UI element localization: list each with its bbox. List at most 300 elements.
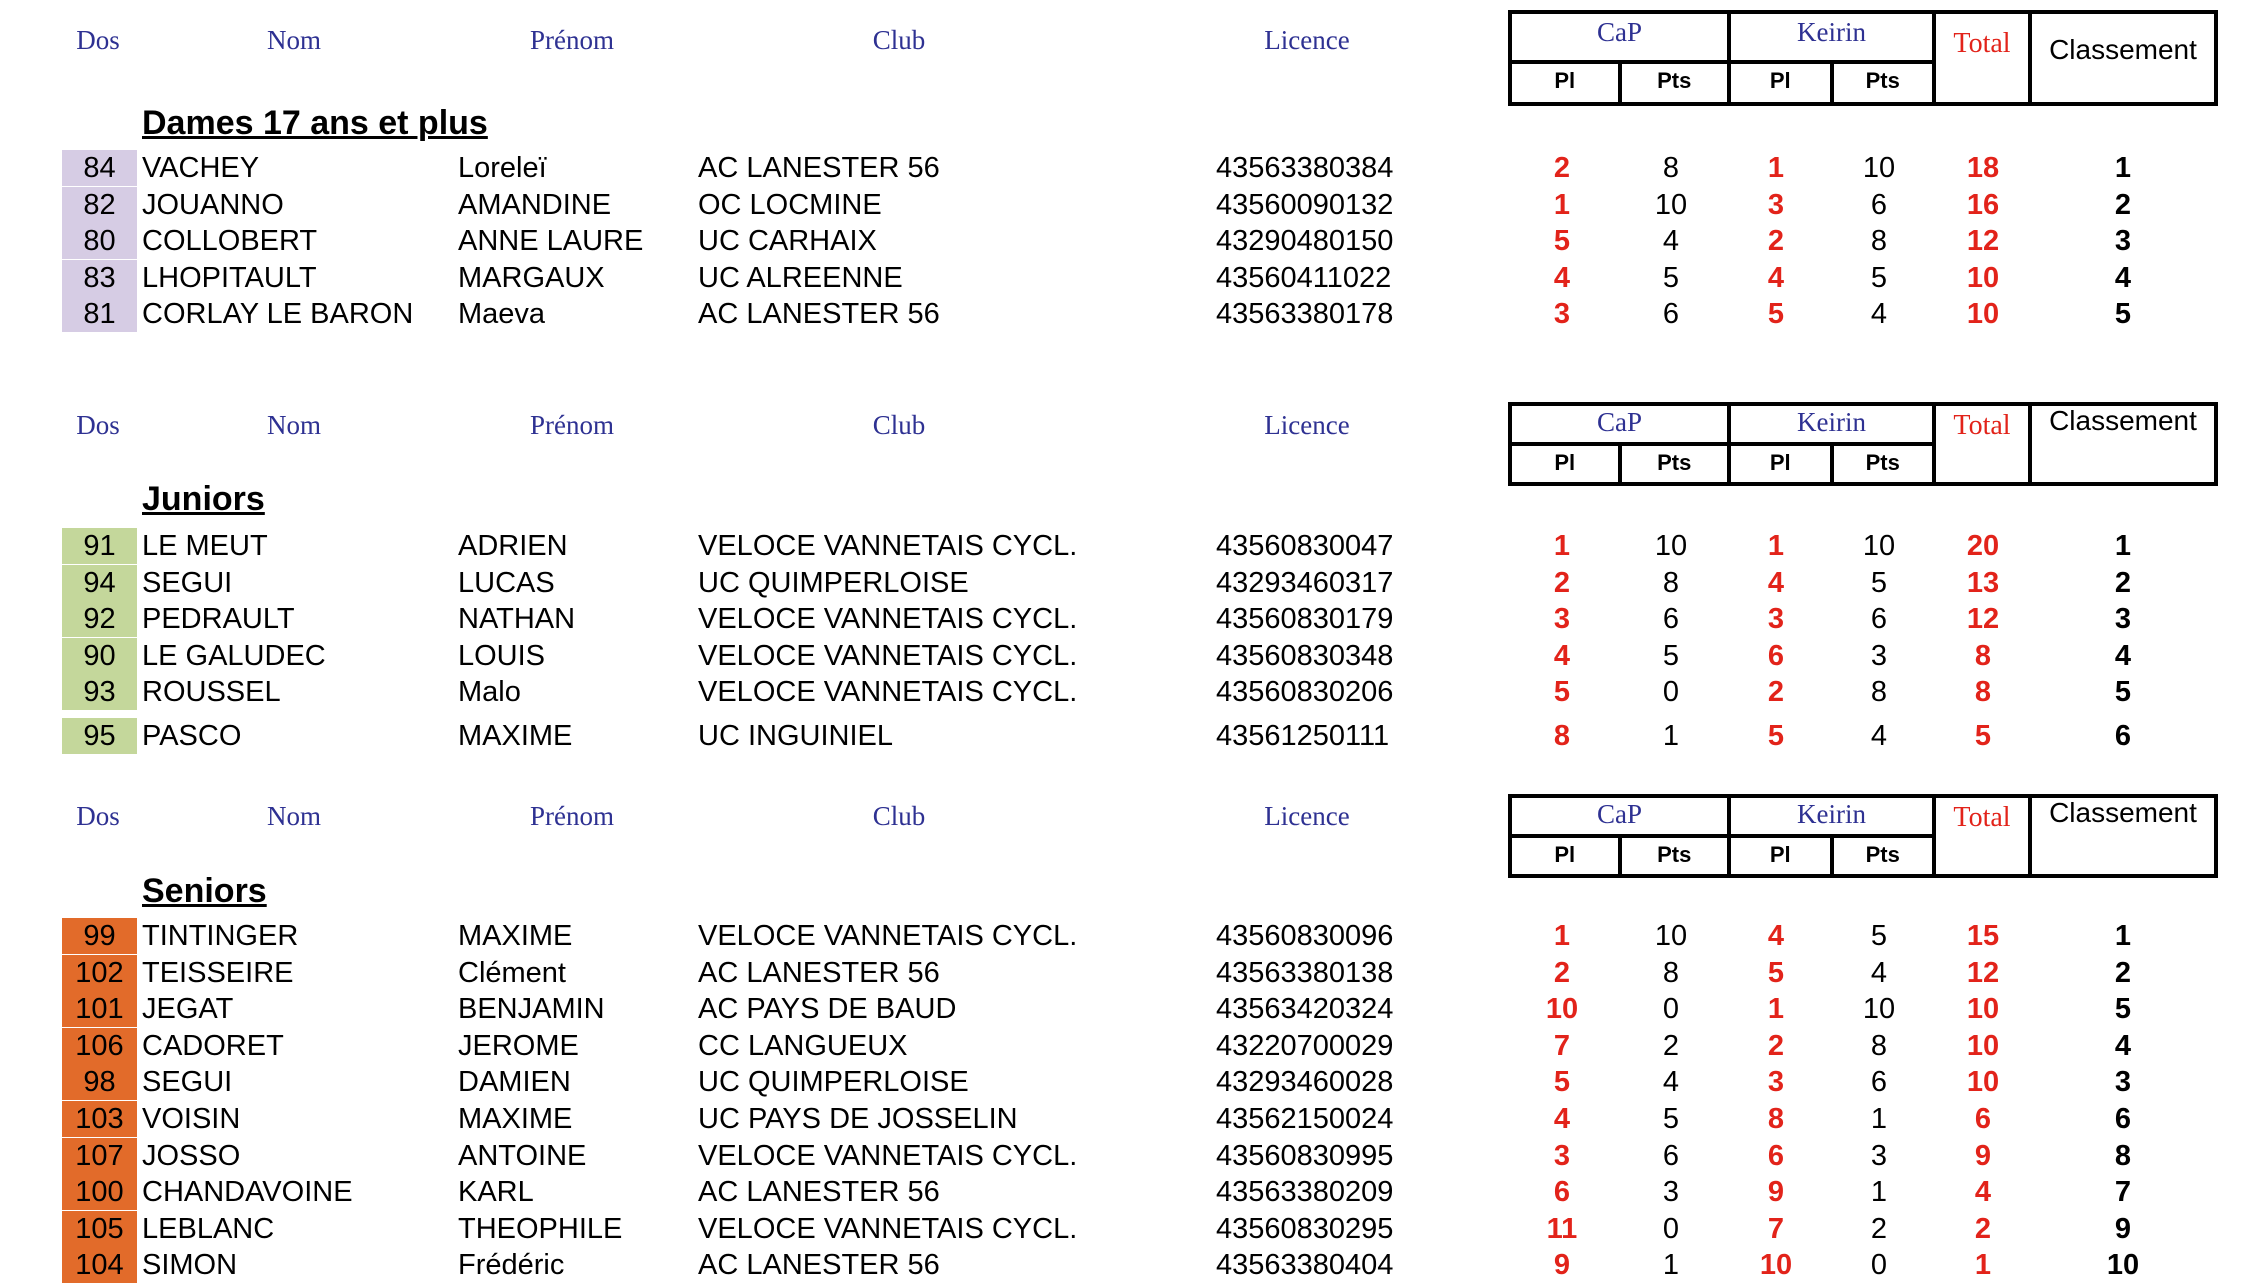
rider-club: VELOCE VANNETAIS CYCL. (698, 1212, 1078, 1245)
cap-pl-label: Pl (1554, 450, 1576, 475)
keirin-pl-label: Pl (1769, 450, 1791, 475)
total-points: 8 (1974, 639, 1992, 672)
col-header-nom: Nom (267, 25, 321, 55)
rider-club: UC PAYS DE JOSSELIN (698, 1103, 1018, 1135)
rider-club: VELOCE VANNETAIS CYCL. (698, 1139, 1078, 1172)
section-title: Seniors (142, 872, 267, 910)
table-row (0, 1101, 2260, 1137)
classement-label: Classement (2049, 405, 2197, 436)
keirin-points: 10 (1862, 152, 1896, 184)
classement-label: Classement (2049, 797, 2197, 828)
table-row (0, 296, 2260, 332)
final-rank: 2 (2114, 956, 2132, 989)
rider-firstname: Frédéric (458, 1249, 565, 1282)
keirin-points: 1 (1870, 1103, 1888, 1135)
rider-firstname: Malo (458, 676, 521, 708)
rider-licence: 43563380384 (1216, 152, 1394, 184)
cap-points: 6 (1662, 1139, 1680, 1172)
rider-firstname: LOUIS (458, 639, 546, 672)
table-row (0, 718, 2260, 754)
keirin-place: 1 (1767, 152, 1785, 184)
rider-licence: 43560830348 (1216, 639, 1394, 672)
cap-header-box (1508, 794, 1731, 878)
cap-points: 5 (1662, 1103, 1680, 1135)
dos-number: 106 (62, 1028, 137, 1064)
cap-place: 6 (1553, 1176, 1571, 1209)
col-header-prenom: Prénom (530, 25, 614, 55)
cap-points: 10 (1654, 188, 1688, 221)
rider-club: AC LANESTER 56 (698, 1249, 940, 1282)
cap-points: 0 (1662, 993, 1680, 1026)
rider-surname: JEGAT (142, 993, 234, 1026)
rider-club: AC LANESTER 56 (698, 152, 940, 184)
cap-points: 3 (1662, 1176, 1680, 1209)
keirin-place: 9 (1767, 1176, 1785, 1209)
total-points: 5 (1974, 719, 1992, 752)
cap-points: 0 (1662, 1212, 1680, 1245)
rider-club: VELOCE VANNETAIS CYCL. (698, 920, 1078, 952)
rider-surname: JOUANNO (142, 188, 284, 221)
keirin-points: 5 (1870, 920, 1888, 952)
dos-number: 99 (62, 918, 137, 954)
total-label: Total (1953, 410, 2011, 441)
col-header-dos: Dos (76, 410, 120, 440)
col-header-club: Club (872, 410, 926, 440)
keirin-points: 10 (1862, 993, 1896, 1026)
classement-header-box (2028, 10, 2218, 106)
final-rank: 9 (2114, 1212, 2132, 1245)
col-header-club: Club (872, 801, 926, 831)
total-points: 15 (1966, 920, 2000, 952)
rider-club: CC LANGUEUX (698, 1029, 908, 1062)
total-points: 10 (1966, 1066, 2000, 1099)
final-rank: 3 (2114, 603, 2132, 635)
dos-number: 84 (62, 150, 137, 186)
total-points: 12 (1966, 225, 2000, 257)
keirin-subheader (1731, 834, 1932, 874)
rider-licence: 43560830206 (1216, 676, 1394, 708)
keirin-place: 2 (1767, 676, 1785, 708)
col-header-prenom: Prénom (530, 410, 614, 440)
rider-surname: TEISSEIRE (142, 956, 294, 989)
rider-club: UC QUIMPERLOISE (698, 566, 969, 599)
rider-licence: 43290480150 (1216, 225, 1394, 257)
rider-surname: JOSSO (142, 1139, 241, 1172)
total-points: 1 (1974, 1249, 1992, 1282)
cap-points: 4 (1662, 1066, 1680, 1099)
cap-place: 4 (1553, 261, 1571, 294)
total-points: 16 (1966, 188, 2000, 221)
cap-points: 2 (1662, 1029, 1680, 1062)
rider-firstname: THEOPHILE (458, 1212, 623, 1245)
dos-number: 98 (62, 1064, 137, 1100)
dos-number: 100 (62, 1174, 137, 1210)
total-points: 10 (1966, 298, 2000, 330)
rider-surname: SEGUI (142, 566, 233, 599)
rider-surname: VACHEY (142, 152, 260, 184)
dos-number: 80 (62, 223, 137, 259)
rider-firstname: DAMIEN (458, 1066, 571, 1099)
total-points: 2 (1974, 1212, 1992, 1245)
cap-place: 5 (1553, 676, 1571, 708)
rider-licence: 43293460317 (1216, 566, 1394, 599)
dos-number: 94 (62, 565, 137, 601)
rider-club: UC QUIMPERLOISE (698, 1066, 969, 1099)
keirin-label: Keirin (1797, 407, 1866, 437)
keirin-place: 1 (1767, 530, 1785, 562)
final-rank: 4 (2114, 639, 2132, 672)
col-header-dos: Dos (76, 801, 120, 831)
final-rank: 3 (2114, 1066, 2132, 1099)
cap-points: 10 (1654, 920, 1688, 952)
total-points: 18 (1966, 152, 2000, 184)
cap-place: 10 (1545, 993, 1579, 1026)
rider-surname: CORLAY LE BARON (142, 298, 414, 330)
cap-points: 1 (1662, 719, 1680, 752)
table-row (0, 1028, 2260, 1064)
rider-licence: 43563420324 (1216, 993, 1394, 1026)
rider-firstname: MAXIME (458, 920, 573, 952)
keirin-label: Keirin (1797, 17, 1866, 47)
total-points: 9 (1974, 1139, 1992, 1172)
keirin-place: 2 (1767, 225, 1785, 257)
rider-licence: 43293460028 (1216, 1066, 1394, 1099)
final-rank: 5 (2114, 676, 2132, 708)
keirin-place: 8 (1767, 1103, 1785, 1135)
final-rank: 4 (2114, 261, 2132, 294)
rider-surname: LEBLANC (142, 1212, 275, 1245)
final-rank: 3 (2114, 225, 2132, 257)
dos-number: 102 (62, 955, 137, 991)
rider-club: VELOCE VANNETAIS CYCL. (698, 530, 1078, 562)
rider-club: AC PAYS DE BAUD (698, 993, 957, 1026)
col-header-licence: Licence (1264, 410, 1350, 440)
table-row (0, 187, 2260, 223)
cap-place: 4 (1553, 1103, 1571, 1135)
rider-club: UC INGUINIEL (698, 719, 893, 752)
final-rank: 5 (2114, 993, 2132, 1026)
cap-label: CaP (1596, 407, 1642, 437)
rider-surname: COLLOBERT (142, 225, 318, 257)
cap-points: 8 (1662, 956, 1680, 989)
rider-firstname: MAXIME (458, 1103, 573, 1135)
rider-licence: 43560830047 (1216, 530, 1394, 562)
dos-number: 105 (62, 1211, 137, 1247)
rider-surname: LE MEUT (142, 530, 268, 562)
cap-place: 3 (1553, 298, 1571, 330)
rider-surname: TINTINGER (142, 920, 299, 952)
dos-number: 92 (62, 601, 137, 637)
final-rank: 2 (2114, 566, 2132, 599)
total-points: 8 (1974, 676, 1992, 708)
keirin-pts-label: Pts (1830, 446, 1933, 482)
cap-points: 5 (1662, 261, 1680, 294)
keirin-points: 4 (1870, 956, 1888, 989)
classement-header-box (2028, 794, 2218, 878)
rider-firstname: KARL (458, 1176, 534, 1209)
total-header-box (1932, 794, 2032, 878)
col-header-licence: Licence (1264, 801, 1350, 831)
table-row (0, 260, 2260, 296)
table-row (0, 223, 2260, 259)
rider-surname: VOISIN (142, 1103, 241, 1135)
rider-club: UC ALREENNE (698, 261, 903, 294)
rider-surname: CHANDAVOINE (142, 1176, 353, 1209)
keirin-points: 0 (1870, 1249, 1888, 1282)
keirin-subheader (1731, 60, 1932, 102)
col-header-dos: Dos (76, 25, 120, 55)
rider-firstname: LUCAS (458, 566, 555, 599)
rider-licence: 43563380404 (1216, 1249, 1394, 1282)
rider-licence: 43220700029 (1216, 1029, 1394, 1062)
cap-place: 1 (1553, 530, 1571, 562)
rider-licence: 43560830295 (1216, 1212, 1394, 1245)
cap-pl-label: Pl (1554, 68, 1576, 93)
keirin-points: 5 (1870, 566, 1888, 599)
rider-surname: ROUSSEL (142, 676, 281, 708)
table-row (0, 1064, 2260, 1100)
keirin-points: 8 (1870, 1029, 1888, 1062)
cap-pts-label: Pts (1618, 838, 1728, 874)
total-points: 10 (1966, 1029, 2000, 1062)
keirin-place: 3 (1767, 1066, 1785, 1099)
rider-firstname: BENJAMIN (458, 993, 605, 1026)
dos-number: 82 (62, 187, 137, 223)
total-points: 13 (1966, 566, 2000, 599)
rider-licence: 43560411022 (1216, 261, 1392, 294)
cap-place: 5 (1553, 225, 1571, 257)
keirin-pl-label: Pl (1769, 842, 1791, 867)
cap-header-box (1508, 402, 1731, 486)
rider-surname: CADORET (142, 1029, 284, 1062)
final-rank: 10 (2106, 1249, 2140, 1282)
keirin-points: 10 (1862, 530, 1896, 562)
rider-firstname: ANTOINE (458, 1139, 587, 1172)
table-row (0, 638, 2260, 674)
dos-number: 103 (62, 1101, 137, 1137)
cap-subheader (1512, 834, 1727, 874)
rider-licence: 43560830995 (1216, 1139, 1394, 1172)
table-row (0, 565, 2260, 601)
total-points: 12 (1966, 603, 2000, 635)
cap-header-box (1508, 10, 1731, 106)
dos-number: 83 (62, 260, 137, 296)
cap-subheader (1512, 442, 1727, 482)
final-rank: 1 (2114, 920, 2132, 952)
keirin-points: 3 (1870, 1139, 1888, 1172)
table-row (0, 1138, 2260, 1174)
total-label: Total (1953, 28, 2011, 59)
rider-licence: 43563380178 (1216, 298, 1394, 330)
cap-place: 3 (1553, 603, 1571, 635)
dos-number: 107 (62, 1138, 137, 1174)
keirin-pts-label: Pts (1830, 838, 1933, 874)
col-header-prenom: Prénom (530, 801, 614, 831)
classement-label: Classement (2049, 34, 2197, 65)
dos-number: 93 (62, 674, 137, 710)
keirin-place: 7 (1767, 1212, 1785, 1245)
dos-number: 90 (62, 638, 137, 674)
keirin-points: 1 (1870, 1176, 1888, 1209)
cap-pts-label: Pts (1618, 64, 1728, 102)
cap-place: 4 (1553, 639, 1571, 672)
section-title: Juniors (142, 480, 265, 518)
cap-points: 0 (1662, 676, 1680, 708)
dos-number: 81 (62, 296, 137, 332)
keirin-pl-label: Pl (1769, 68, 1791, 93)
rider-club: VELOCE VANNETAIS CYCL. (698, 603, 1078, 635)
keirin-place: 4 (1767, 920, 1785, 952)
dos-number: 101 (62, 991, 137, 1027)
rider-surname: PEDRAULT (142, 603, 295, 635)
keirin-points: 3 (1870, 639, 1888, 672)
keirin-points: 2 (1870, 1212, 1888, 1245)
final-rank: 6 (2114, 719, 2132, 752)
cap-place: 2 (1553, 152, 1571, 184)
col-header-nom: Nom (267, 801, 321, 831)
rider-club: AC LANESTER 56 (698, 956, 940, 989)
rider-club: UC CARHAIX (698, 225, 877, 257)
rider-surname: SEGUI (142, 1066, 233, 1099)
keirin-place: 3 (1767, 188, 1785, 221)
rider-club: AC LANESTER 56 (698, 1176, 940, 1209)
keirin-label: Keirin (1797, 799, 1866, 829)
dos-number: 104 (62, 1247, 137, 1283)
rider-club: VELOCE VANNETAIS CYCL. (698, 639, 1078, 672)
cap-place: 11 (1546, 1212, 1578, 1245)
keirin-place: 4 (1767, 566, 1785, 599)
rider-club: OC LOCMINE (698, 188, 882, 221)
cap-points: 6 (1662, 298, 1680, 330)
total-label: Total (1953, 802, 2011, 833)
cap-points: 5 (1662, 639, 1680, 672)
keirin-points: 6 (1870, 188, 1888, 221)
table-row (0, 1174, 2260, 1210)
keirin-place: 5 (1767, 719, 1785, 752)
table-row (0, 1247, 2260, 1283)
keirin-header-box (1727, 794, 1936, 878)
keirin-points: 4 (1870, 719, 1888, 752)
keirin-points: 6 (1870, 1066, 1888, 1099)
cap-place: 2 (1553, 566, 1571, 599)
final-rank: 1 (2114, 152, 2132, 184)
total-points: 20 (1966, 530, 2000, 562)
rider-firstname: Clément (458, 956, 566, 989)
cap-points: 8 (1662, 152, 1680, 184)
keirin-subheader (1731, 442, 1932, 482)
total-header-box (1932, 10, 2032, 106)
final-rank: 4 (2114, 1029, 2132, 1062)
rider-firstname: ANNE LAURE (458, 225, 644, 257)
final-rank: 1 (2114, 530, 2132, 562)
keirin-place: 1 (1767, 993, 1785, 1026)
section-title: Dames 17 ans et plus (142, 104, 488, 142)
rider-surname: SIMON (142, 1249, 238, 1282)
rider-surname: LE GALUDEC (142, 639, 326, 672)
rider-firstname: AMANDINE (458, 188, 612, 221)
col-header-club: Club (872, 25, 926, 55)
keirin-points: 4 (1870, 298, 1888, 330)
final-rank: 8 (2114, 1139, 2132, 1172)
keirin-place: 10 (1759, 1249, 1793, 1282)
cap-place: 2 (1553, 956, 1571, 989)
total-points: 6 (1974, 1103, 1992, 1135)
table-row (0, 955, 2260, 991)
cap-pl-label: Pl (1554, 842, 1576, 867)
keirin-place: 6 (1767, 639, 1785, 672)
classement-header-box (2028, 402, 2218, 486)
keirin-place: 6 (1767, 1139, 1785, 1172)
rider-firstname: Loreleï (458, 152, 547, 184)
keirin-points: 6 (1870, 603, 1888, 635)
keirin-points: 8 (1870, 676, 1888, 708)
rider-licence: 43561250111 (1216, 719, 1390, 752)
total-points: 10 (1966, 993, 2000, 1026)
rider-firstname: JEROME (458, 1029, 579, 1062)
rider-licence: 43562150024 (1216, 1103, 1394, 1135)
cap-points: 6 (1662, 603, 1680, 635)
keirin-points: 5 (1870, 261, 1888, 294)
rider-licence: 43563380138 (1216, 956, 1394, 989)
final-rank: 2 (2114, 188, 2132, 221)
cap-place: 3 (1553, 1139, 1571, 1172)
table-row (0, 150, 2260, 186)
rider-licence: 43560830096 (1216, 920, 1394, 952)
rider-licence: 43560090132 (1216, 188, 1394, 221)
table-row (0, 918, 2260, 954)
cap-label: CaP (1596, 17, 1642, 47)
keirin-place: 5 (1767, 956, 1785, 989)
cap-label: CaP (1596, 799, 1642, 829)
table-row (0, 528, 2260, 564)
cap-place: 9 (1553, 1249, 1571, 1282)
rider-surname: PASCO (142, 719, 242, 752)
table-row (0, 674, 2260, 710)
cap-place: 7 (1553, 1029, 1571, 1062)
cap-place: 1 (1553, 920, 1571, 952)
keirin-place: 4 (1767, 261, 1785, 294)
keirin-pts-label: Pts (1830, 64, 1933, 102)
rider-firstname: ADRIEN (458, 530, 568, 562)
total-points: 10 (1966, 261, 2000, 294)
cap-place: 1 (1553, 188, 1571, 221)
rider-firstname: Maeva (458, 298, 546, 330)
keirin-place: 2 (1767, 1029, 1785, 1062)
table-row (0, 601, 2260, 637)
total-points: 4 (1974, 1176, 1992, 1209)
col-header-nom: Nom (267, 410, 321, 440)
keirin-header-box (1727, 10, 1936, 106)
cap-points: 8 (1662, 566, 1680, 599)
keirin-points: 8 (1870, 225, 1888, 257)
cap-pts-label: Pts (1618, 446, 1728, 482)
keirin-header-box (1727, 402, 1936, 486)
table-row (0, 1211, 2260, 1247)
rider-firstname: NATHAN (458, 603, 576, 635)
rider-surname: LHOPITAULT (142, 261, 317, 294)
final-rank: 6 (2114, 1103, 2132, 1135)
rider-firstname: MAXIME (458, 719, 573, 752)
keirin-place: 5 (1767, 298, 1785, 330)
cap-points: 1 (1662, 1249, 1680, 1282)
rider-club: AC LANESTER 56 (698, 298, 940, 330)
dos-number: 91 (62, 528, 137, 564)
cap-points: 4 (1662, 225, 1680, 257)
cap-subheader (1512, 60, 1727, 102)
total-header-box (1932, 402, 2032, 486)
final-rank: 7 (2114, 1176, 2132, 1209)
cap-place: 8 (1553, 719, 1571, 752)
